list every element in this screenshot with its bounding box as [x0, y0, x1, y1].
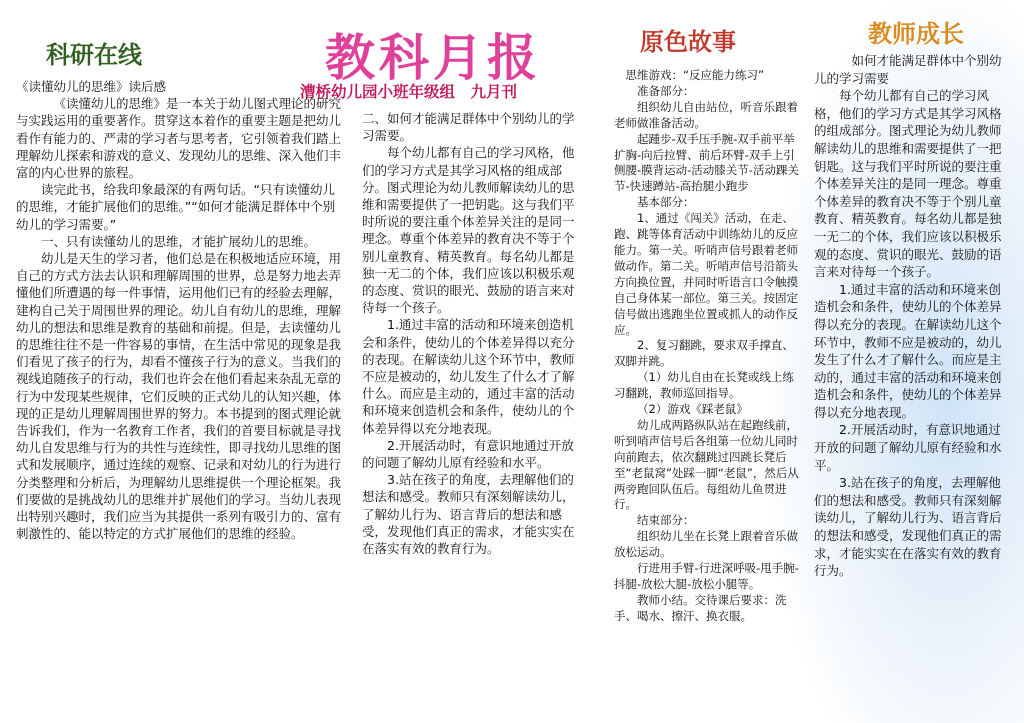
col2-paragraph: 1.通过丰富的活动和环境来创造机会和条件，使幼儿的个体差异得以充分的表现。在解读幼儿这个环节中，教师不应是被动的，幼儿发生了什么才了解什么。而应是主动的，通过丰富的活动和环境来创造机会和条件，使幼儿的个体差异得以充分地表现。 [362, 317, 575, 436]
col4-heading: 如何才能满足群体中个别幼儿的学习需要 [814, 53, 1002, 86]
col1-paragraph: 《读懂幼儿的思维》是一本关于幼儿图式理论的研究与实践运用的重要著作。贯穿这本着作的重要主题是把幼儿看作有能力的、严肃的学习者与思考者，它引领着我们踏上理解幼儿探索和游戏的意义、发现幼儿的思维、深入他们丰富的内心世界的旅程。 [16, 96, 342, 181]
col2-paragraph: 每个幼儿都有自己的学习风格，他们的学习方式是其学习风格的组成部分。图式理论为幼儿教师解读幼儿的思维和需要提供了一把钥匙。这与我们平时所说的要注重个体差异关注的是同一理念。尊重个体差异的教育决不等于个别儿童教育、精英教育。每名幼儿都是独一无二的个体，我们应该以积极乐观的态度、赏识的眼光、鼓励的语言来对待每一个孩子。 [362, 145, 575, 316]
col3-article [614, 68, 800, 625]
col3-paragraph: 准备部分： [637, 83, 695, 98]
col3-heading: 思维游戏：“反应能力练习” [625, 68, 764, 82]
col1-heading: 《读懂幼儿的思维》读后感 [16, 79, 167, 94]
col4-paragraph: 1.通过丰富的活动和环境来创造机会和条件，使幼儿的个体差异得以充分的表现。在解读幼儿这个环节中，教师不应是被动的，幼儿发生了什么才了解什么。而应是主动的，通过丰富的活动和环境来创造机会和条件，使幼儿的个体差异得以充分地表现。 [814, 281, 1002, 420]
col1-paragraph: 幼儿是天生的学习者，他们总是在积极地适应环境，用自己的方式方法去认识和理解周围的世界，总是努力地去弄懂他们所遭遇的每一件事情，运用他们已有的经验去理解，建构自己关于周围世界的理论。幼儿自有幼儿的思维，理解幼儿的想法和思维是教育的基础和前提。但是，去读懂幼儿的思维往往不是一件容易的事情，在生活中常见的现象是我们看见了孩子的行为，却看不懂孩子行为的意义。当我们的视线追随孩子的行动，我们也许会在他们看起来杂乱无章的行为中发现某些规律，它们反映的正式幼儿的认知兴趣，体现的正是幼儿理解周围世界的努力。本书提到的图式理论就告诉我们，作为一名教育工作者，我们的首要目标就是寻找幼儿自发思维与行为的共性与连续性，即寻找幼儿思维的图式和发展顺序，通过连续的观察、记录和对幼儿的行为进行分类整理和分析后，为理解幼儿思维提供一个理论框架。我们要做的是挑战幼儿的思维并扩展他们的学习。当幼儿表现出特别兴趣时，我们应当为其提供一系列有吸引力的、富有刺激性的、能以特定的方式扩展他们的思维的经验。 [16, 251, 342, 542]
col2-article [362, 110, 577, 557]
main-title: 教科月报 [325, 28, 541, 87]
col4-title: 教师成长 [868, 19, 964, 48]
col3-paragraph: 基本部分： [637, 195, 695, 210]
col4-paragraph: 2.开展活动时，有意识地通过开放的问题了解幼儿原有经验和水平。 [814, 422, 1002, 473]
col1-article [16, 78, 346, 542]
col2-heading: 二、如何才能满足群体中个别幼儿的学习需要。 [362, 111, 575, 144]
col2-paragraph: 3.站在孩子的角度，去理解他们的想法和感受。教师只有深刻解读幼儿，了解幼儿行为、语言背后的想法和感受，发现他们真正的需求，才能实实在在落实有效的教育行为。 [362, 472, 575, 557]
col4-paragraph: 3.站在孩子的角度，去理解他们的想法和感受。教师只有深刻解读幼儿，了解幼儿行为、语言背后的想法和感受，发现他们真正的需求，才能实实在在落实有效的教育行为。 [814, 475, 1002, 579]
subtitle: 漕桥幼儿园小班年级组 九月刊 [300, 82, 518, 101]
col4-article [814, 52, 1012, 580]
col3-paragraph: 组织幼儿自由站位，听音乐跟着老师做准备活动。 [614, 99, 798, 130]
col3-title: 原色故事 [640, 27, 736, 56]
col2-paragraph: 2.开展活动时，有意识地通过开放的问题了解幼儿原有经验和水平。 [362, 437, 574, 471]
col1-paragraph: 读完此书，给我印象最深的有两句话。“只有读懂幼儿的思维，才能扩展他们的思维。”“如何才能满足群体中个别幼儿的学习需要。” [16, 182, 336, 232]
col3-paragraph: 起踵步-双手压手腕-双手前平举扩胸-向后拉臂、前后环臂-双手上引侧腰-膜背运动-活动膝关节-活动踝关节-快速蹲站-高抬腿小跑步 [614, 131, 799, 194]
col3-paragraph: 组织幼儿坐在长凳上跟着音乐做放松运动。 [614, 529, 798, 560]
col3-paragraph: 2、复习翻跳，要求双手撑直、双脚并跳。 [614, 338, 794, 369]
col3-paragraph: （1）幼儿自由在长凳或线上练习翻跳，教师巡回指导。 [614, 370, 794, 401]
col3-paragraph: （2）游戏《踩老鼠》 [637, 402, 748, 417]
col3-paragraph: 1、通过《闯关》活动，在走、跑、跳等体育活动中训练幼儿的反应能力。第一关。听哨声信号跟着老师做动作。第二关。听哨声信号沿箭头方向换位置，并同时听语言口令触摸自己身体某一部位。第三关。按固定信号做出逃跑坐位置或抓人的动作反应。 [614, 211, 798, 337]
col3-paragraph: 结束部分： [637, 513, 695, 528]
col3-paragraph: 行进用手臂-行进深呼吸-甩手腕-抖腿-放松大腿-放松小腿等。 [614, 561, 799, 591]
col1-paragraph: 一、只有读懂幼儿的思维，才能扩展幼儿的思维。 [41, 233, 317, 249]
col3-paragraph: 幼儿成两路纵队站在起跑线前，听到哨声信号后各组第一位幼儿同时向前跑去，依次翻跳过四跳长凳后至“老鼠窝”处踩一脚“老鼠”，然后从两旁跑回队伍后。每组幼儿鱼贯进行。 [614, 417, 799, 512]
col4-paragraph: 每个幼儿都有自己的学习风格，他们的学习方式是其学习风格的组成部分。图式理论为幼儿教师解读幼儿的思维和需要提供了一把钥匙。这与我们平时所说的要注重个体差异关注的是同一理念。尊重个体差异的教育决不等于个别儿童教育、精英教育。每名幼儿都是独一无二的个体，我们应该以积极乐观的态度、赏识的眼光、鼓励的语言来对待每一个孩子。 [814, 88, 1002, 280]
col3-paragraph: 教师小结。交待课后要求：洗手、喝水、擦汗、换衣服。 [614, 592, 787, 623]
col1-title: 科研在线 [46, 40, 142, 69]
